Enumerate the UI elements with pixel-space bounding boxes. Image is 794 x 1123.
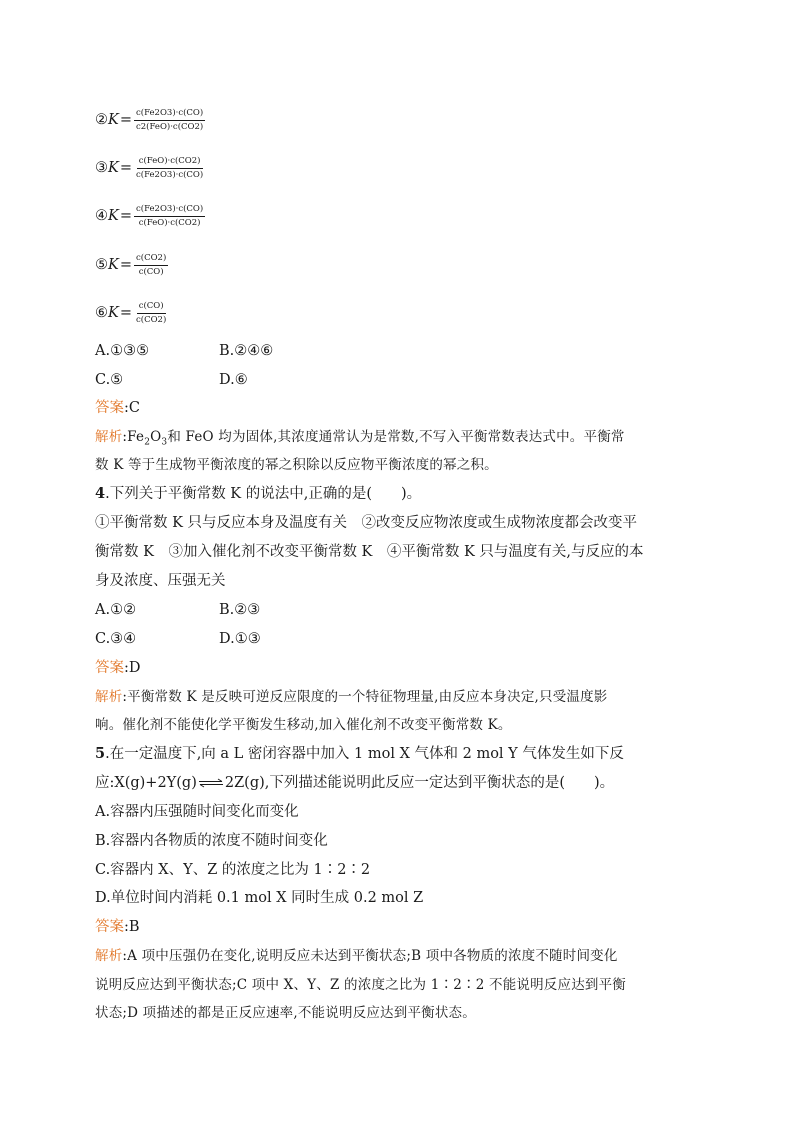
q3-answer xyxy=(95,398,140,418)
formula-numerator: c(Fe2O3)·c(CO) xyxy=(134,204,205,217)
formula-5 xyxy=(95,245,168,285)
subscript: 2 xyxy=(144,437,151,448)
answer-label: 答案 xyxy=(95,400,124,416)
q4-stem xyxy=(95,484,421,504)
option-text: A.容器内压强随时间变化而变化 xyxy=(95,804,299,820)
q3-option-a: A.①③⑤ xyxy=(95,343,150,359)
question-stem: .下列关于平衡常数 K 的说法中,正确的是( )。 xyxy=(105,486,422,502)
answer-label: 答案 xyxy=(95,919,124,935)
formula-fraction xyxy=(134,108,205,133)
q5-option-b xyxy=(95,831,328,851)
explain-text: 状态;D 项描述的都是正反应速率,不能说明反应达到平衡状态。 xyxy=(95,1005,476,1021)
formula-3 xyxy=(95,148,205,188)
q5-option-a xyxy=(95,802,299,822)
formula-denominator: c2(FeO)·c(CO2) xyxy=(136,121,204,132)
q3-options-row-2 xyxy=(95,370,248,390)
q5-explanation-line-3 xyxy=(95,1003,476,1023)
formula-denominator: c(FeO)·c(CO2) xyxy=(138,217,201,228)
q4-explanation-line-1 xyxy=(95,687,608,707)
answer-value: :C xyxy=(124,400,140,416)
formula-numerator: c(Fe2O3)·c(CO) xyxy=(134,108,205,121)
explain-text: 数 K 等于生成物平衡浓度的幂之积除以反应物平衡浓度的幂之积。 xyxy=(95,457,498,473)
formula-denominator: c(CO) xyxy=(138,266,164,277)
q5-option-d xyxy=(95,888,423,908)
formula-numerator: c(FeO)·c(CO2) xyxy=(137,156,203,169)
q4-explanation-line-2 xyxy=(95,715,512,735)
question-body-text: ①平衡常数 K 只与反应本身及温度有关 ②改变反应物浓度或生成物浓度都会改变平 xyxy=(95,515,638,531)
formula-equals: = xyxy=(119,257,132,273)
formula-label: ⑥ xyxy=(95,305,108,321)
equilibrium-arrows-icon xyxy=(198,778,224,788)
subscript: 3 xyxy=(161,437,168,448)
q3-explanation-line-1 xyxy=(95,427,625,453)
q4-answer xyxy=(95,658,141,678)
formula-fraction xyxy=(134,156,205,181)
q4-options-row-2 xyxy=(95,629,261,649)
q3-explanation-line-2 xyxy=(95,455,498,475)
formula-fraction xyxy=(134,301,168,326)
formula-label: ③ xyxy=(95,160,108,176)
explain-text: O xyxy=(150,429,162,445)
question-number: 4 xyxy=(95,485,106,502)
explain-label: 解析 xyxy=(95,689,123,705)
question-stem: 2Z(g),下列描述能说明此反应一定达到平衡状态的是( )。 xyxy=(224,775,615,791)
explain-label: 解析 xyxy=(95,948,123,964)
q4-option-d: D.①③ xyxy=(219,631,261,647)
q5-option-c xyxy=(95,860,370,880)
q5-answer xyxy=(95,917,140,937)
question-number: 5 xyxy=(95,745,106,762)
q3-option-c: C.⑤ xyxy=(95,372,124,388)
formula-6 xyxy=(95,293,168,333)
formula-4 xyxy=(95,196,205,236)
q4-option-a: A.①② xyxy=(95,602,137,618)
formula-denominator: c(CO2) xyxy=(136,314,167,325)
q5-explanation-line-1 xyxy=(95,946,618,966)
explain-text: :平衡常数 K 是反映可逆反应限度的一个特征物理量,由反应本身决定,只受温度影 xyxy=(122,689,608,705)
q4-body-line-2 xyxy=(95,542,644,562)
formula-denominator: c(Fe2O3)·c(CO) xyxy=(136,169,204,180)
formula-k: K xyxy=(108,160,119,176)
q3-option-d: D.⑥ xyxy=(219,372,248,388)
question-body-text: 身及浓度、压强无关 xyxy=(95,573,226,589)
q5-explanation-line-2 xyxy=(95,975,626,995)
formula-fraction xyxy=(134,204,205,229)
q5-stem-line-2 xyxy=(95,773,614,793)
explain-text: 和 FeO 均为固体,其浓度通常认为是常数,不写入平衡常数表达式中。平衡常 xyxy=(167,429,625,445)
explain-label: 解析 xyxy=(95,429,123,445)
formula-equals: = xyxy=(119,160,132,176)
q4-body-line-3 xyxy=(95,571,226,591)
formula-equals: = xyxy=(119,305,132,321)
q3-option-b: B.②④⑥ xyxy=(219,343,274,359)
q4-option-c: C.③④ xyxy=(95,631,137,647)
formula-k: K xyxy=(108,208,119,224)
option-text: C.容器内 X、Y、Z 的浓度之比为 1∶2∶2 xyxy=(95,862,371,878)
answer-label: 答案 xyxy=(95,660,124,676)
q4-option-b: B.②③ xyxy=(219,602,261,618)
formula-equals: = xyxy=(119,208,132,224)
question-body-text: 衡常数 K ③加入催化剂不改变平衡常数 K ④平衡常数 K 只与温度有关,与反应的本 xyxy=(95,544,644,560)
q3-options-row-1 xyxy=(95,341,274,361)
answer-value: :B xyxy=(124,919,140,935)
formula-label: ⑤ xyxy=(95,257,108,273)
explain-text: 说明反应达到平衡状态;C 项中 X、Y、Z 的浓度之比为 1∶2∶2 不能说明反应达到平衡 xyxy=(95,977,627,993)
explain-text: :A 项中压强仍在变化,说明反应未达到平衡状态;B 项中各物质的浓度不随时间变化 xyxy=(122,948,618,964)
question-stem: .在一定温度下,向 a L 密闭容器中加入 1 mol X 气体和 2 mol Y 气体发生如下反 xyxy=(105,746,624,762)
formula-k: K xyxy=(108,305,119,321)
formula-label: ② xyxy=(95,112,108,128)
formula-k: K xyxy=(108,112,119,128)
question-stem: 应:X(g)+2Y(g) xyxy=(95,775,197,791)
q5-stem-line-1 xyxy=(95,744,624,764)
q4-options-row-1 xyxy=(95,600,261,620)
formula-numerator: c(CO) xyxy=(137,301,166,314)
formula-2 xyxy=(95,100,205,140)
answer-value: :D xyxy=(124,660,141,676)
q4-body-line-1 xyxy=(95,513,637,533)
formula-label: ④ xyxy=(95,208,108,224)
formula-numerator: c(CO2) xyxy=(134,253,168,266)
option-text: B.容器内各物质的浓度不随时间变化 xyxy=(95,833,328,849)
formula-fraction xyxy=(134,253,168,278)
option-text: D.单位时间内消耗 0.1 mol X 同时生成 0.2 mol Z xyxy=(95,890,424,906)
formula-equals: = xyxy=(119,112,132,128)
explain-text: 响。催化剂不能使化学平衡发生移动,加入催化剂不改变平衡常数 K。 xyxy=(95,717,512,733)
formula-k: K xyxy=(108,257,119,273)
explain-text: :Fe xyxy=(122,429,145,445)
